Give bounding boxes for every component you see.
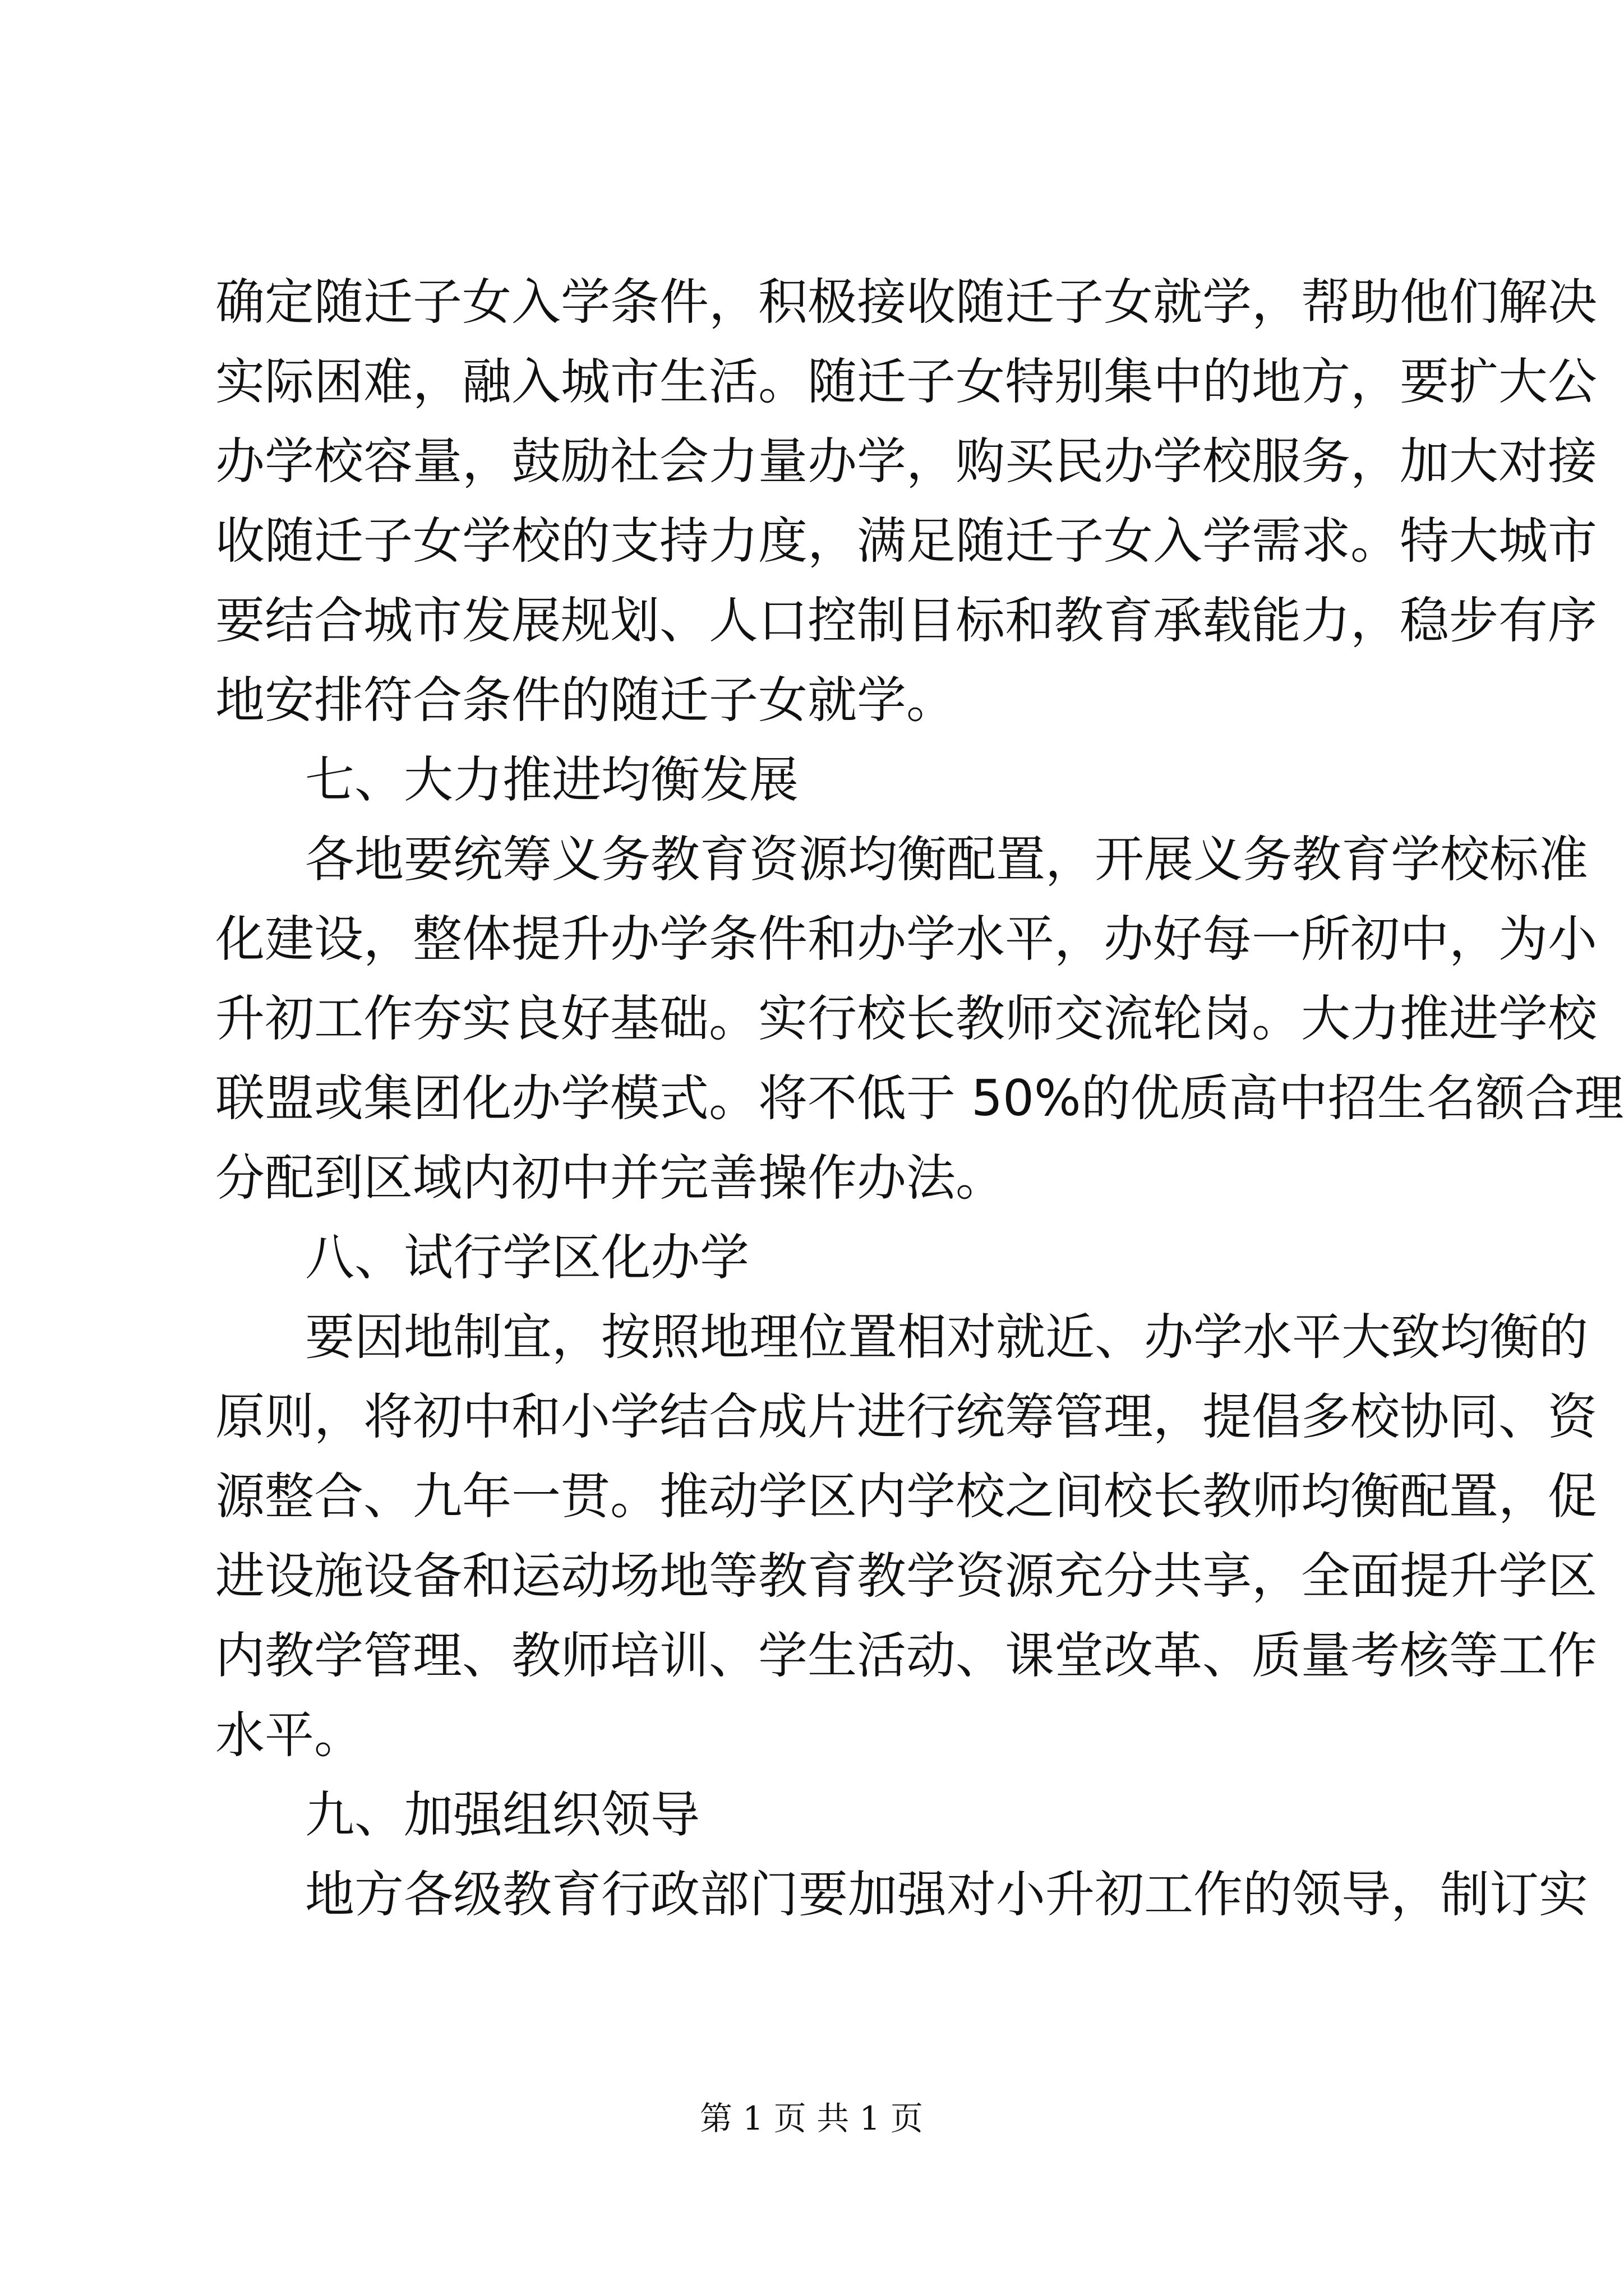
paragraph-line: 内教学管理、教师培训、学生活动、课堂改革、质量考核等工作	[215, 1627, 1598, 1684]
page-footer: 第 1 页 共 1 页	[700, 2099, 923, 2137]
paragraph-line: 要因地制宜，按照地理位置相对就近、办学水平大致均衡的	[305, 1308, 1589, 1366]
paragraph-line: 进设施设备和运动场地等教育教学资源充分共享，全面提升学区	[215, 1547, 1598, 1605]
paragraph-line: 实际困难，融入城市生活。随迁子女特别集中的地方，要扩大公	[215, 353, 1598, 410]
document-body	[215, 262, 1624, 1934]
paragraph-line: 源整合、九年一贯。推动学区内学校之间校长教师均衡配置，促	[215, 1467, 1598, 1525]
paragraph-line: 水平。	[215, 1706, 364, 1764]
paragraph-line: 要结合城市发展规划、人口控制目标和教育承载能力，稳步有序	[215, 592, 1598, 649]
section-heading: 九、加强组织领导	[305, 1786, 700, 1844]
paragraph-line: 化建设，整体提升办学条件和办学水平，办好每一所初中，为小	[215, 910, 1598, 968]
paragraph-line: 地安排符合条件的随迁子女就学。	[215, 671, 956, 729]
paragraph-line: 联盟或集团化办学模式。将不低于 50%的优质高中招生名额合理	[215, 1069, 1624, 1127]
paragraph-line: 确定随迁子女入学条件，积极接收随迁子女就学，帮助他们解决	[215, 273, 1598, 331]
paragraph-line: 地方各级教育行政部门要加强对小升初工作的领导，制订实	[305, 1865, 1589, 1923]
section-heading: 七、大力推进均衡发展	[305, 751, 799, 809]
paragraph-line: 分配到区域内初中并完善操作办法。	[215, 1149, 1005, 1207]
paragraph-line: 收随迁子女学校的支持力度，满足随迁子女入学需求。特大城市	[215, 512, 1598, 570]
paragraph-line: 办学校容量，鼓励社会力量办学，购买民办学校服务，加大对接	[215, 432, 1598, 490]
paragraph-line: 各地要统筹义务教育资源均衡配置，开展义务教育学校标准	[305, 830, 1589, 888]
paragraph-line: 原则，将初中和小学结合成片进行统筹管理，提倡多校协同、资	[215, 1388, 1598, 1446]
paragraph-line: 升初工作夯实良好基础。实行校长教师交流轮岗。大力推进学校	[215, 990, 1598, 1047]
section-heading: 八、试行学区化办学	[305, 1229, 750, 1286]
